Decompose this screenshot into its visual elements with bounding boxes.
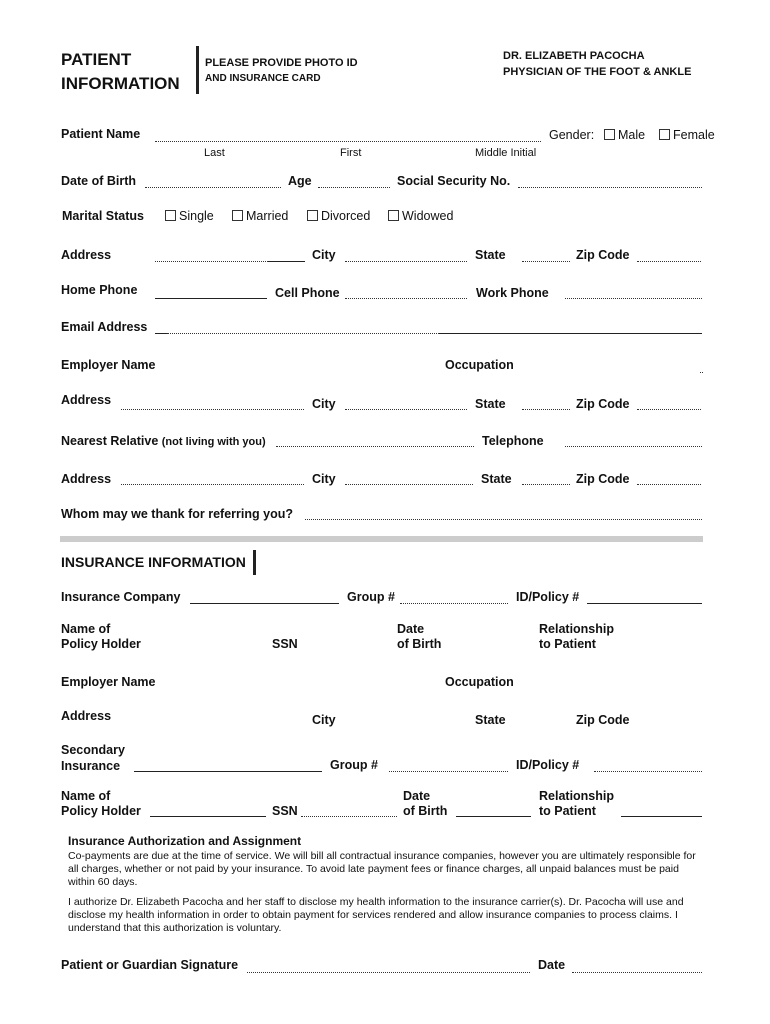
ssn-field[interactable] <box>518 187 702 188</box>
zip-label: Zip Code <box>576 248 630 262</box>
checkbox-icon[interactable] <box>165 210 176 221</box>
employer-address-field[interactable] <box>121 409 304 410</box>
employer-zip-label: Zip Code <box>576 397 630 411</box>
ins-state-label: State <box>475 713 506 727</box>
signature-field[interactable] <box>247 972 530 973</box>
relative-field[interactable] <box>276 446 474 447</box>
ins-occupation-label: Occupation <box>445 675 514 689</box>
relative-zip-label: Zip Code <box>576 472 630 486</box>
insurance-company-field[interactable] <box>190 603 339 604</box>
employer-city-label: City <box>312 397 336 411</box>
marital-widowed-option[interactable]: Widowed <box>388 209 453 223</box>
marital-single-option[interactable]: Single <box>165 209 214 223</box>
age-field[interactable] <box>318 187 390 188</box>
secondary-insurance-label: Secondary Insurance <box>61 743 125 773</box>
group2-label: Group # <box>330 758 378 772</box>
state-field[interactable] <box>522 261 570 262</box>
gender-female-option[interactable]: Female <box>659 128 715 142</box>
group2-field[interactable] <box>389 771 508 772</box>
marital-status-label: Marital Status <box>62 209 144 223</box>
ins-city-label: City <box>312 713 336 727</box>
authorization-paragraph-1: Co-payments are due at the time of service. We will bill all contractual insurance companies, however you are ultimately responsible for all charges, whether or not paid by your insurance. To avoid late payment fees or finance charges, all unpaid balances must be paid within 60 days. <box>68 850 696 888</box>
secondary-insurance-field[interactable] <box>134 771 322 772</box>
relationship2-label: Relationship to Patient <box>539 789 615 818</box>
ssn-label: Social Security No. <box>397 174 511 188</box>
state-label: State <box>475 248 506 262</box>
relative-city-label: City <box>312 472 336 486</box>
relative-zip-field[interactable] <box>637 484 701 485</box>
middle-initial-caption: Middle Initial <box>475 147 537 159</box>
signature-label: Patient or Guardian Signature <box>61 958 239 972</box>
employer-state-field[interactable] <box>522 409 570 410</box>
relative-state-field[interactable] <box>522 484 570 485</box>
authorization-heading: Insurance Authorization and Assignment <box>68 834 302 848</box>
relationship-label: Relationship to Patient <box>539 622 615 651</box>
employer-label: Employer Name <box>61 358 156 372</box>
occupation-label: Occupation <box>445 358 514 372</box>
employer-state-label: State <box>475 397 506 411</box>
city-label: City <box>312 248 336 262</box>
insurance-heading-bar <box>253 550 256 575</box>
checkbox-icon[interactable] <box>388 210 399 221</box>
email-field[interactable] <box>167 333 439 334</box>
ins-employer-label: Employer Name <box>61 675 156 689</box>
work-phone-field[interactable] <box>565 298 702 299</box>
last-name-caption: Last <box>204 147 225 159</box>
cell-phone-field[interactable] <box>345 298 467 299</box>
age-label: Age <box>288 174 312 188</box>
photo-id-note: PLEASE PROVIDE PHOTO ID AND INSURANCE CARD <box>205 57 358 84</box>
relationship2-field[interactable] <box>621 816 702 817</box>
email-field-end <box>439 333 702 334</box>
authorization-paragraph-2: I authorize Dr. Elizabeth Pacocha and her staff to disclose my health information to the insurance carrier(s). Dr. Pacocha will use and disclose my health information in order to obtain payment for services rendered and allow insurance companies to process claims. I understand that this authorization is voluntary. <box>68 896 684 934</box>
doctor-name: DR. ELIZABETH PACOCHA PHYSICIAN OF THE FOOT & ANKLE <box>503 50 692 78</box>
zip-field[interactable] <box>637 261 701 262</box>
gender-label: Gender: <box>549 128 595 142</box>
policy-holder2-label: Name of Policy Holder <box>61 789 141 818</box>
email-field-start <box>155 333 167 334</box>
occupation-field[interactable] <box>700 372 703 373</box>
signature-date-field[interactable] <box>572 972 702 973</box>
city-field[interactable] <box>345 261 467 262</box>
telephone-field[interactable] <box>565 446 702 447</box>
address-field-end <box>268 261 305 262</box>
header-divider <box>196 46 199 94</box>
holder-ssn-label: SSN <box>272 637 298 651</box>
address-field[interactable] <box>155 261 268 262</box>
insurance-company-label: Insurance Company <box>61 590 181 604</box>
ins-zip-label: Zip Code <box>576 713 630 727</box>
policy2-field[interactable] <box>594 771 702 772</box>
holder2-ssn-field[interactable] <box>301 816 397 817</box>
relative-label: Nearest Relative (not living with you) <box>61 434 266 448</box>
work-phone-label: Work Phone <box>476 286 549 300</box>
employer-city-field[interactable] <box>345 409 467 410</box>
policy-holder2-field[interactable] <box>150 816 266 817</box>
checkbox-icon[interactable] <box>232 210 243 221</box>
checkbox-icon[interactable] <box>307 210 318 221</box>
first-name-caption: First <box>340 147 362 159</box>
signature-date-label: Date <box>538 958 566 972</box>
checkbox-icon[interactable] <box>659 129 670 140</box>
gender-male-option[interactable]: Male <box>604 128 645 142</box>
marital-divorced-option[interactable]: Divorced <box>307 209 370 223</box>
cell-phone-label: Cell Phone <box>275 286 340 300</box>
referral-label: Whom may we thank for referring you? <box>61 507 293 521</box>
home-phone-label: Home Phone <box>61 283 138 297</box>
dob-field[interactable] <box>145 187 281 188</box>
ins-address-label: Address <box>61 709 112 723</box>
address-label: Address <box>61 248 112 262</box>
group-field[interactable] <box>400 603 508 604</box>
checkbox-icon[interactable] <box>604 129 615 140</box>
relative-city-field[interactable] <box>345 484 473 485</box>
policy-holder-label: Name of Policy Holder <box>61 622 141 651</box>
relative-address-label: Address <box>61 472 112 486</box>
marital-married-option[interactable]: Married <box>232 209 288 223</box>
relative-state-label: State <box>481 472 512 486</box>
policy-field[interactable] <box>587 603 702 604</box>
holder-dob-label: Date of Birth <box>397 622 442 651</box>
group-label: Group # <box>347 590 395 604</box>
employer-address-label: Address <box>61 393 112 407</box>
holder2-dob-field[interactable] <box>456 816 531 817</box>
section-divider <box>60 536 703 542</box>
insurance-heading: INSURANCE INFORMATION <box>61 554 246 570</box>
referral-field[interactable] <box>305 519 702 520</box>
holder2-ssn-label: SSN <box>272 804 298 818</box>
page-title: PATIENT INFORMATION <box>61 50 180 93</box>
home-phone-field[interactable] <box>155 298 267 299</box>
holder2-dob-label: Date of Birth <box>403 789 448 818</box>
relative-address-field[interactable] <box>121 484 304 485</box>
email-label: Email Address <box>61 320 148 334</box>
patient-name-label: Patient Name <box>61 127 141 141</box>
employer-zip-field[interactable] <box>637 409 701 410</box>
dob-label: Date of Birth <box>61 174 136 188</box>
policy2-label: ID/Policy # <box>516 758 580 772</box>
patient-name-field[interactable] <box>155 141 541 142</box>
telephone-label: Telephone <box>482 434 544 448</box>
policy-label: ID/Policy # <box>516 590 580 604</box>
